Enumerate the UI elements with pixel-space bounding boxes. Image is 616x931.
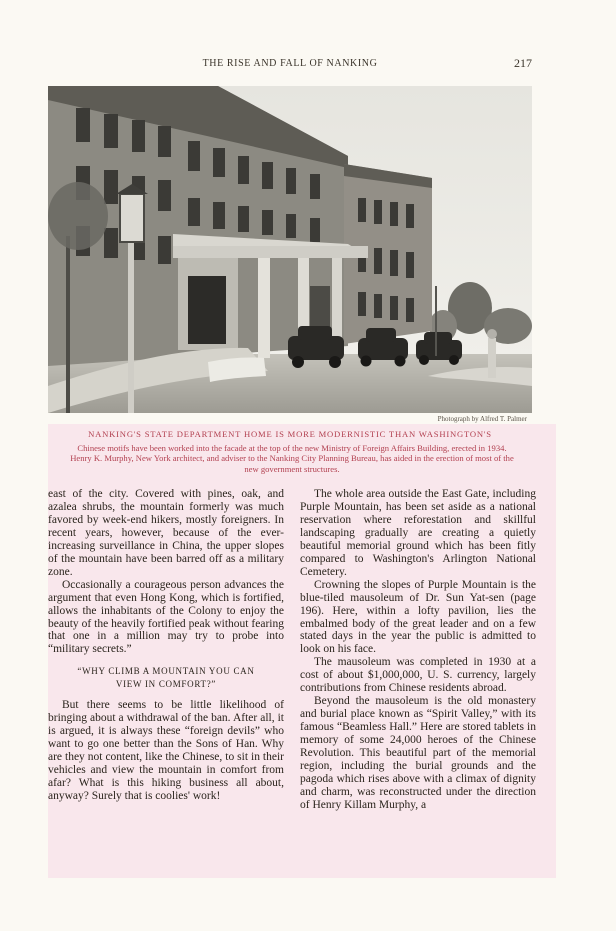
caption-text: Chinese motifs have been worked into the facade at the top of the new Ministry of Foreign Affairs Building, erected in 1934. Henry K. Murphy, New York architect, and adviser to the Nanking City Planning Bureau, has aided in the erection of most of the new government structures. (70, 443, 514, 474)
running-head: THE RISE AND FALL OF NANKING (202, 58, 378, 69)
caption-title: NANKING'S STATE DEPARTMENT HOME IS MORE MODERNISTIC THAN WASHINGTON'S (88, 429, 492, 439)
paragraph: east of the city. Covered with pines, oak, and azalea shrubs, the mountain formerly was much favored by week-end hikers, mostly foreigners. In recent years, however, because of the ever-increasing surveillance in China, the upper slopes of the mountain have been barred off as a military zone. (48, 488, 284, 578)
paragraph: Beyond the mausoleum is the old monastery and burial place known as “Spirit Valley,” with its famous “Beamless Hall.” Here are stored tablets in memory of some 24,000 heroes of the Chinese Revolution. This beautiful part of the memorial region, including the burial grounds and the pagoda which rises above with a climax of dignity and charm, was reconstructed under the direction of Henry Killam Murphy, a (300, 695, 536, 811)
paragraph: But there seems to be little likelihood of bringing about a withdrawal of the ban. After all, it is argued, it is always these “foreign devils” who want to go one better than the Sons of Han. Why are they not content, like the Chinese, to sit in their vehicles and view the mountain in comfort from afar? What is this hiking business all about, anyway? Surely that is coolies' work! (48, 699, 284, 803)
paragraph: The mausoleum was completed in 1930 at a cost of about $1,000,000, U. S. currency, largely contributions from Chinese residents abroad. (300, 656, 536, 695)
subheading-line: “WHY CLIMB A MOUNTAIN YOU CAN (77, 666, 255, 677)
article-column-left (48, 488, 284, 803)
photograph-illustration (48, 86, 532, 413)
building-photograph (48, 86, 532, 413)
paragraph: Occasionally a courageous person advances the argument that even Hong Kong, which is fortified, allows the inhabitants of the Colony to enjoy the beauty of the heavily fortified peak without fearing that one in a million may try to probe into “military secrets.” (48, 578, 284, 656)
subheading-line: VIEW IN COMFORT?” (115, 679, 217, 690)
article-column-right (300, 488, 536, 812)
section-subheading (48, 665, 284, 691)
photo-credit: Photograph by Alfred T. Palmer (437, 415, 527, 423)
page-header (48, 58, 532, 72)
paragraph: The whole area outside the East Gate, including Purple Mountain, has been set aside as a national reservation where reforestation and skillful landscaping gradually are creating a quietly beautiful memorial ground which has been fitly compared to Washington's Arlington National Cemetery. (300, 488, 536, 578)
paragraph: Crowning the slopes of Purple Mountain is the blue-tiled mausoleum of Dr. Sun Yat-sen (page 196). Here, within a lofty pavilion, lies the embalmed body of the great leader and on a few stated days in the year the public is admitted to look on his face. (300, 578, 536, 656)
page-number: 217 (514, 56, 532, 70)
